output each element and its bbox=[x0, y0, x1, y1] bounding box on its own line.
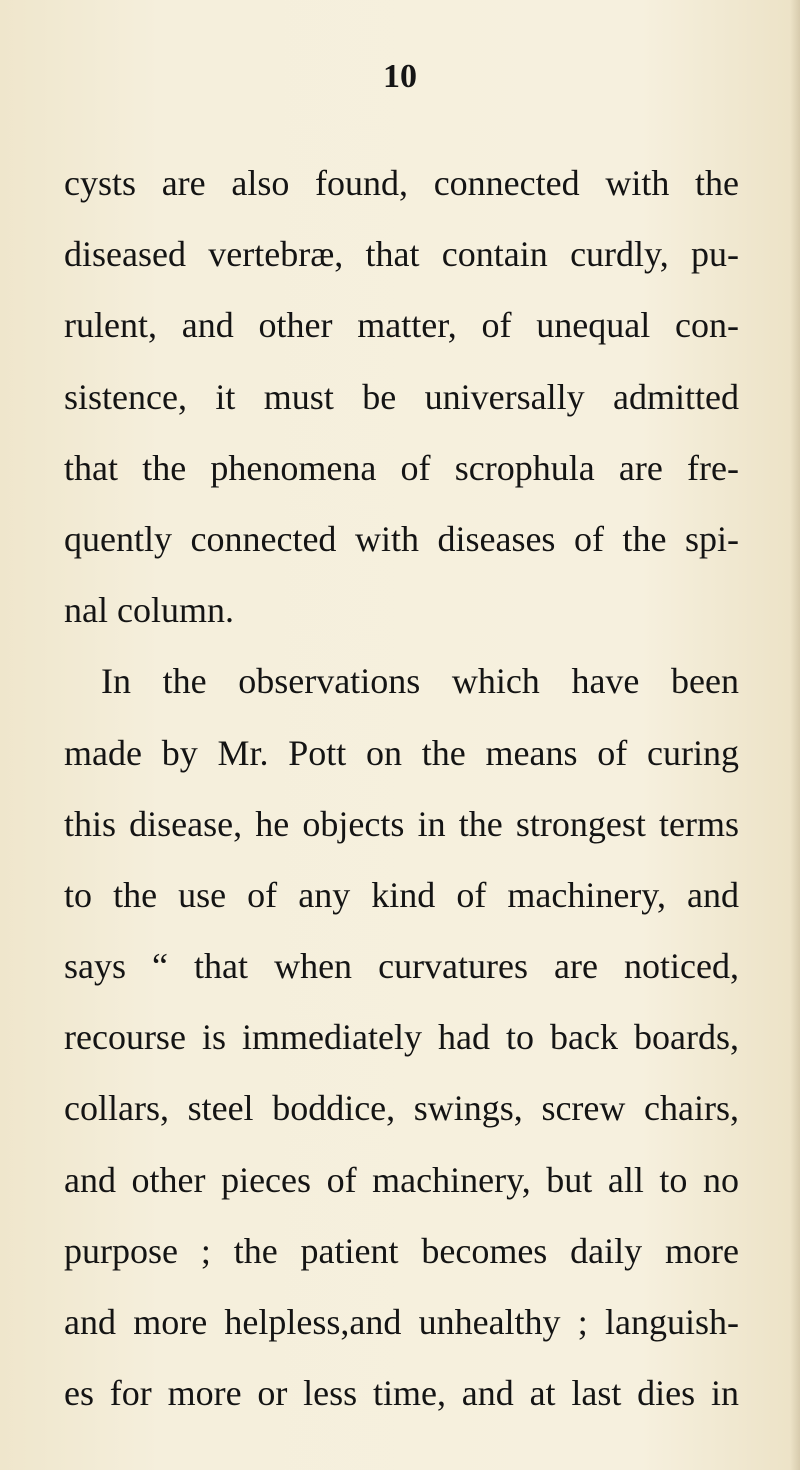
text-line: made by Mr. Pott on the means of curing bbox=[64, 732, 739, 773]
text-line: nal column. bbox=[64, 590, 234, 631]
text-line: that the phenomena of scrophula are fre- bbox=[64, 447, 739, 488]
text-line: sistence, it must be universally admitted bbox=[64, 376, 739, 417]
text-line: this disease, he objects in the strongest terms bbox=[64, 803, 739, 844]
page-number: 10 bbox=[383, 58, 417, 95]
text-line: collars, steel boddice, swings, screw chairs, bbox=[64, 1088, 739, 1129]
body-text bbox=[64, 148, 739, 1429]
text-line: and other pieces of machinery, but all to no bbox=[64, 1159, 739, 1200]
text-line: es for more or less time, and at last dies in bbox=[64, 1373, 739, 1414]
text-line: purpose ; the patient becomes daily more bbox=[64, 1230, 739, 1271]
text-line: says “ that when curvatures are noticed, bbox=[64, 946, 739, 987]
text-line: rulent, and other matter, of unequal con- bbox=[64, 305, 739, 346]
text-line: cysts are also found, connected with the bbox=[64, 163, 739, 203]
text-line: quently connected with diseases of the spi- bbox=[64, 518, 739, 559]
text-line: and more helpless,and unhealthy ; languish- bbox=[64, 1302, 739, 1342]
text-line: to the use of any kind of machinery, and bbox=[64, 874, 739, 915]
text-line: recourse is immediately had to back boards, bbox=[64, 1017, 739, 1058]
text-line: diseased vertebræ, that contain curdly, pu- bbox=[64, 234, 739, 275]
text-line: In the observations which have been bbox=[101, 661, 739, 702]
page-edge-shadow bbox=[790, 0, 800, 1470]
